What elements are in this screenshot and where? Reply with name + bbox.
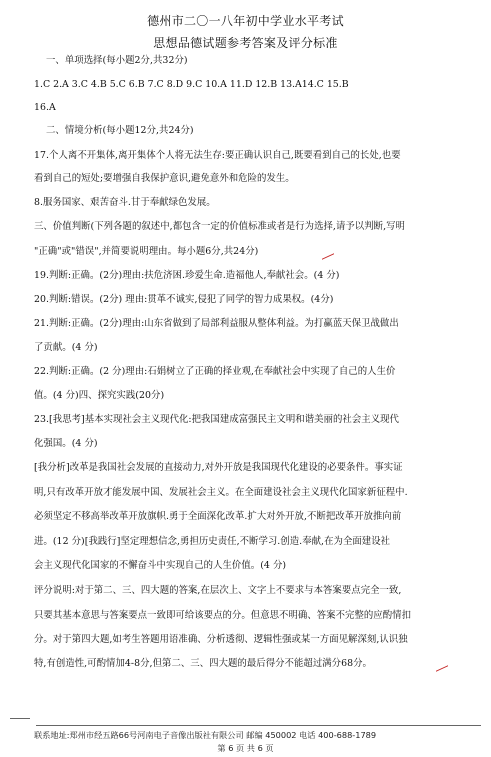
section3-heading-line1: 三、价值判断(下列各题的叙述中,都包含一定的价值标准或者是行为选择,请予以判断,写明 (34, 221, 405, 232)
exam-title: 德州市二〇一八年初中学业水平考试 (147, 14, 344, 28)
publisher-contact: 联系地址:郑州市经五路66号河南电子音像出版社有限公司 邮编 450002 电话 400-688-1789 (34, 730, 377, 740)
q23-think-line1: 23.[我思考]基本实现社会主义现代化:把我国建成富强民主文明和谐美丽的社会主义现代 (34, 414, 399, 425)
q19-answer: 19.判断:正确。(2分)理由:扶危济困.珍爱生命.造福他人,奉献社会。(4 分) (34, 270, 340, 281)
q22-answer-line1: 22.判断:正确。(2 分)理由:石娟树立了正确的择业观,在奉献社会中实现了自己的人生价 (34, 366, 396, 377)
scoring-notes-line4: 特,有创造性,可酌情加4-8分,但第二、三、四大题的最后得分不能超过满分68分。 (34, 658, 372, 669)
q21-answer-line1: 21.判断:正确。(2分)理由:山东省做到了局部利益服从整体利益。为打赢蓝天保卫战做出 (34, 318, 399, 329)
section2-heading: 二、情境分析(每小题12分,共24分) (46, 125, 194, 136)
q17-answer-line2: 看到自己的短处;要增强自我保护意识,避免意外和危险的发生。 (34, 173, 295, 184)
q23-analysis-line2: 明,只有改革开放才能发展中国、发展社会主义。在全面建设社会主义现代化国家新征程中. (34, 487, 408, 498)
q23-analysis-line1: [我分析]改革是我国社会发展的直接动力,对外开放是我国现代化建设的必要条件。事实证 (34, 462, 403, 473)
choice-answers-row1: 1.C 2.A 3.C 4.B 5.C 6.B 7.C 8.D 9.C 10.A 11.D 12.B 13.A14.C 15.B (34, 79, 349, 90)
section3-heading-line2: "正确"或"错误",并简要说明理由。每小题6分,共24分) (34, 246, 259, 257)
scoring-notes-line3: 分。对于第四大题,如考生答题用语准确、分析透彻、逻辑性强或某一方面见解深刻,认识独 (34, 634, 408, 645)
q17-answer-line1: 17.个人离不开集体,离开集体个人将无法生存:要正确认识自己,既要看到自己的长处,也要 (34, 150, 401, 161)
page-number: 第 6 页 共 6 页 (217, 743, 274, 753)
answer-key-subtitle: 思想品德试题参考答案及评分标准 (153, 36, 338, 50)
q21-answer-line2: 了贡献。(4 分) (34, 342, 98, 353)
q20-answer: 20.判断:错误。(2分) 理由:贯革不诚实,侵犯了同学的智力成果权。(4分) (34, 294, 334, 305)
footer-divider (36, 725, 481, 726)
section1-heading: 一、单项选择(每小题2分,共32分) (46, 55, 188, 66)
q23-analysis-line5: 会主义现代化国家的不懈奋斗中实现自己的人生价值。(4 分) (34, 560, 287, 571)
q23-think-line2: 化强国。(4 分) (34, 438, 98, 449)
q23-analysis-line3: 必须坚定不移高举改革开放旗帜.勇于全面深化改革.扩大对外开放,不断把改革开放推向前 (34, 511, 402, 522)
q18-answer: 8.服务国家、艰苦奋斗.甘于奉献绿色发展。 (34, 197, 216, 208)
scoring-notes-line2: 只要其基本意思与答案要点一致即可给该要点的分。但意思不明确、答案不完整的应酌情扣 (34, 610, 412, 621)
scoring-notes-line1: 评分说明:对于第二、三、四大题的答案,在层次上、文字上不要求与本答案要点完全一致, (34, 585, 402, 596)
q23-analysis-line4: 进。(12 分)[我践行]坚定理想信念,勇担历史责任,不断学习.创造.奉献,在为全面建设社 (34, 536, 391, 547)
q22-answer-line2: 值。(4 分)四、探究实践(20分) (34, 390, 165, 401)
footer-divider-left (10, 718, 30, 719)
choice-answers-row2: 16.A (34, 102, 56, 113)
